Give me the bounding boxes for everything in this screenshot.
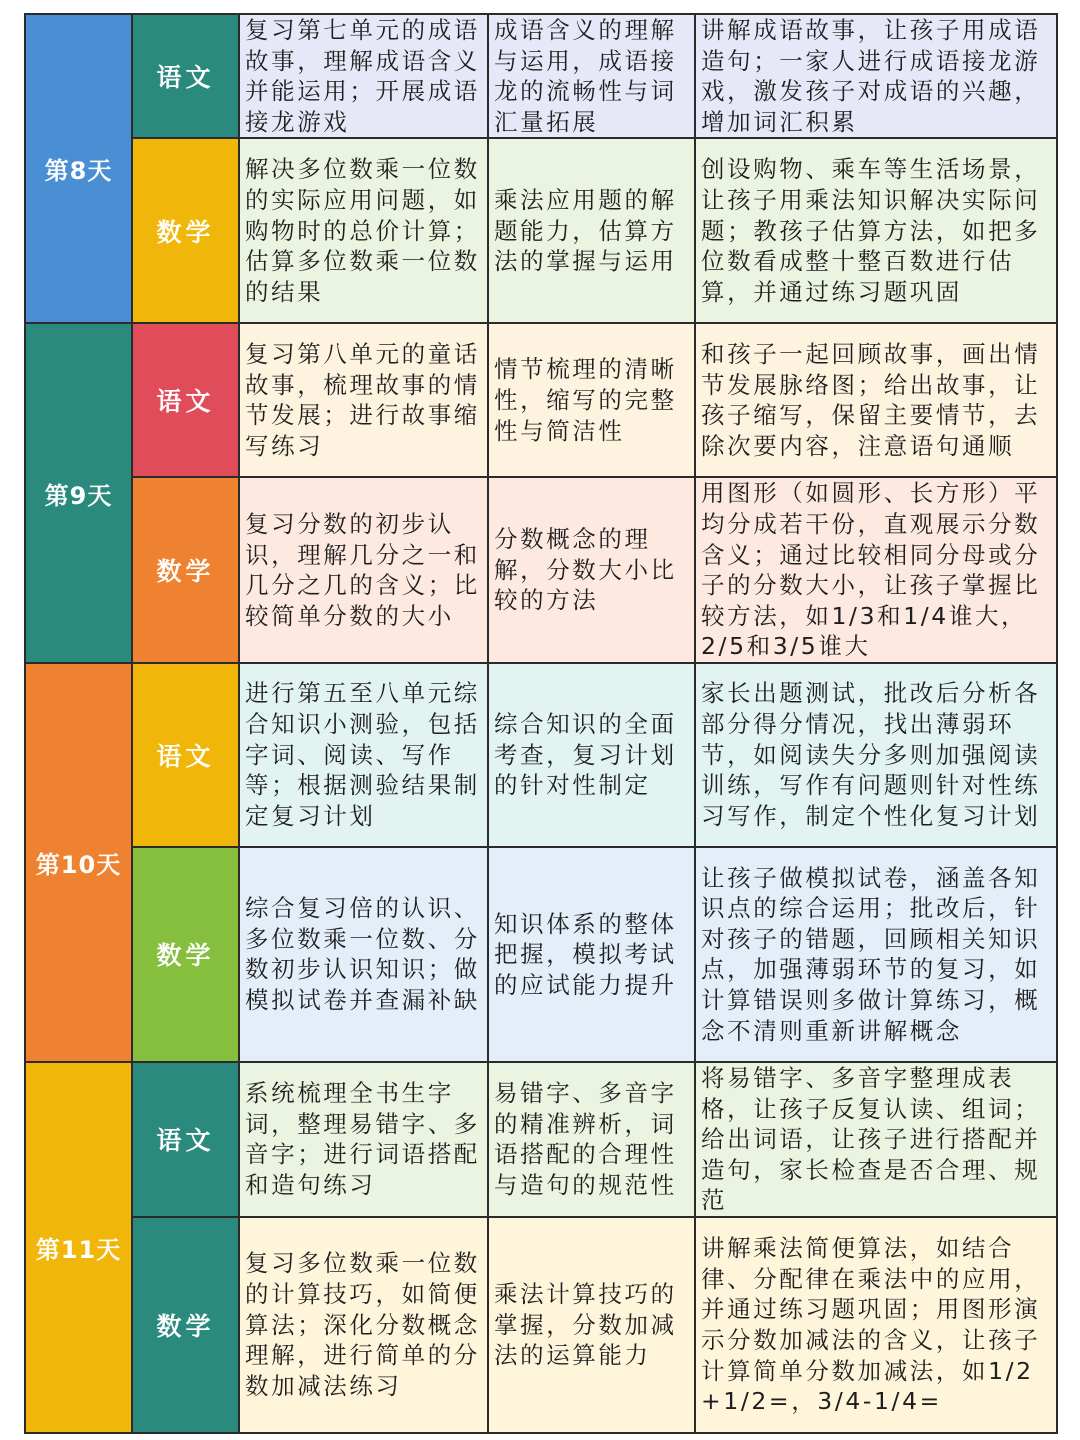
- review-content-cell: 复习第八单元的童话故事，梳理故事的情节发展；进行故事缩写练习: [239, 323, 488, 477]
- table-row: [25, 477, 1057, 663]
- review-content-cell: 进行第五至八单元综合知识小测验，包括字词、阅读、写作等；根据测验结果制定复习计划: [239, 663, 488, 847]
- review-focus-cell: 乘法应用题的解题能力，估算方法的掌握与运用: [488, 138, 695, 323]
- review-method-cell: 讲解成语故事，让孩子用成语造句；一家人进行成语接龙游戏，激发孩子对成语的兴趣，增加词汇积累: [695, 14, 1057, 138]
- subject-label: 语文: [132, 663, 239, 847]
- subject-label: 语文: [132, 14, 239, 138]
- table-row: [25, 323, 1057, 477]
- review-method-cell: 家长出题测试，批改后分析各部分得分情况，找出薄弱环节，如阅读失分多则加强阅读训练，写作有问题则针对性练习写作，制定个性化复习计划: [695, 663, 1057, 847]
- review-content-cell: 解决多位数乘一位数的实际应用问题，如购物时的总价计算；估算多位数乘一位数的结果: [239, 138, 488, 323]
- review-focus-cell: 知识体系的整体把握，模拟考试的应试能力提升: [488, 847, 695, 1062]
- review-focus-cell: 综合知识的全面考查，复习计划的针对性制定: [488, 663, 695, 847]
- review-content-cell: 复习多位数乘一位数的计算技巧，如简便算法；深化分数概念理解，进行简单的分数加减法练习: [239, 1217, 488, 1433]
- day-label: 第11天: [25, 1062, 132, 1433]
- subject-label: 语文: [132, 323, 239, 477]
- review-content-cell: 综合复习倍的认识、多位数乘一位数、分数初步认识知识；做模拟试卷并查漏补缺: [239, 847, 488, 1062]
- review-method-cell: 创设购物、乘车等生活场景，让孩子用乘法知识解决实际问题；教孩子估算方法，如把多位数看成整十整百数进行估算，并通过练习题巩固: [695, 138, 1057, 323]
- review-plan-table: [24, 13, 1058, 1434]
- review-focus-cell: 乘法计算技巧的掌握，分数加减法的运算能力: [488, 1217, 695, 1433]
- day-label: 第10天: [25, 663, 132, 1062]
- review-method-cell: 和孩子一起回顾故事，画出情节发展脉络图；给出故事，让孩子缩写，保留主要情节，去除次要内容，注意语句通顺: [695, 323, 1057, 477]
- table-row: [25, 1217, 1057, 1433]
- day-label: 第9天: [25, 323, 132, 663]
- review-focus-cell: 成语含义的理解与运用，成语接龙的流畅性与词汇量拓展: [488, 14, 695, 138]
- review-content-cell: 系统梳理全书生字词，整理易错字、多音字；进行词语搭配和造句练习: [239, 1062, 488, 1217]
- review-content-cell: 复习第七单元的成语故事，理解成语含义并能运用；开展成语接龙游戏: [239, 14, 488, 138]
- subject-label: 数学: [132, 847, 239, 1062]
- subject-label: 语文: [132, 1062, 239, 1217]
- review-content-cell: 复习分数的初步认识，理解几分之一和几分之几的含义；比较简单分数的大小: [239, 477, 488, 663]
- review-method-cell: 用图形（如圆形、长方形）平均分成若干份，直观展示分数含义；通过比较相同分母或分子的分数大小，让孩子掌握比较方法，如1/3和1/4谁大，2/5和3/5谁大: [695, 477, 1057, 663]
- review-focus-cell: 分数概念的理解，分数大小比较的方法: [488, 477, 695, 663]
- subject-label: 数学: [132, 138, 239, 323]
- table-row: [25, 1062, 1057, 1217]
- table-row: [25, 847, 1057, 1062]
- table-row: [25, 663, 1057, 847]
- subject-label: 数学: [132, 1217, 239, 1433]
- table-row: [25, 14, 1057, 138]
- day-label: 第8天: [25, 14, 132, 323]
- review-focus-cell: 情节梳理的清晰性，缩写的完整性与简洁性: [488, 323, 695, 477]
- subject-label: 数学: [132, 477, 239, 663]
- review-method-cell: 将易错字、多音字整理成表格，让孩子反复认读、组词；给出词语，让孩子进行搭配并造句，家长检查是否合理、规范: [695, 1062, 1057, 1217]
- review-focus-cell: 易错字、多音字的精准辨析，词语搭配的合理性与造句的规范性: [488, 1062, 695, 1217]
- review-method-cell: 让孩子做模拟试卷，涵盖各知识点的综合运用；批改后，针对孩子的错题，回顾相关知识点，加强薄弱环节的复习，如计算错误则多做计算练习，概念不清则重新讲解概念: [695, 847, 1057, 1062]
- table-row: [25, 138, 1057, 323]
- review-method-cell: 讲解乘法简便算法，如结合律、分配律在乘法中的应用，并通过练习题巩固；用图形演示分数加减法的含义，让孩子计算简单分数加减法，如1/2+1/2=，3/4-1/4=: [695, 1217, 1057, 1433]
